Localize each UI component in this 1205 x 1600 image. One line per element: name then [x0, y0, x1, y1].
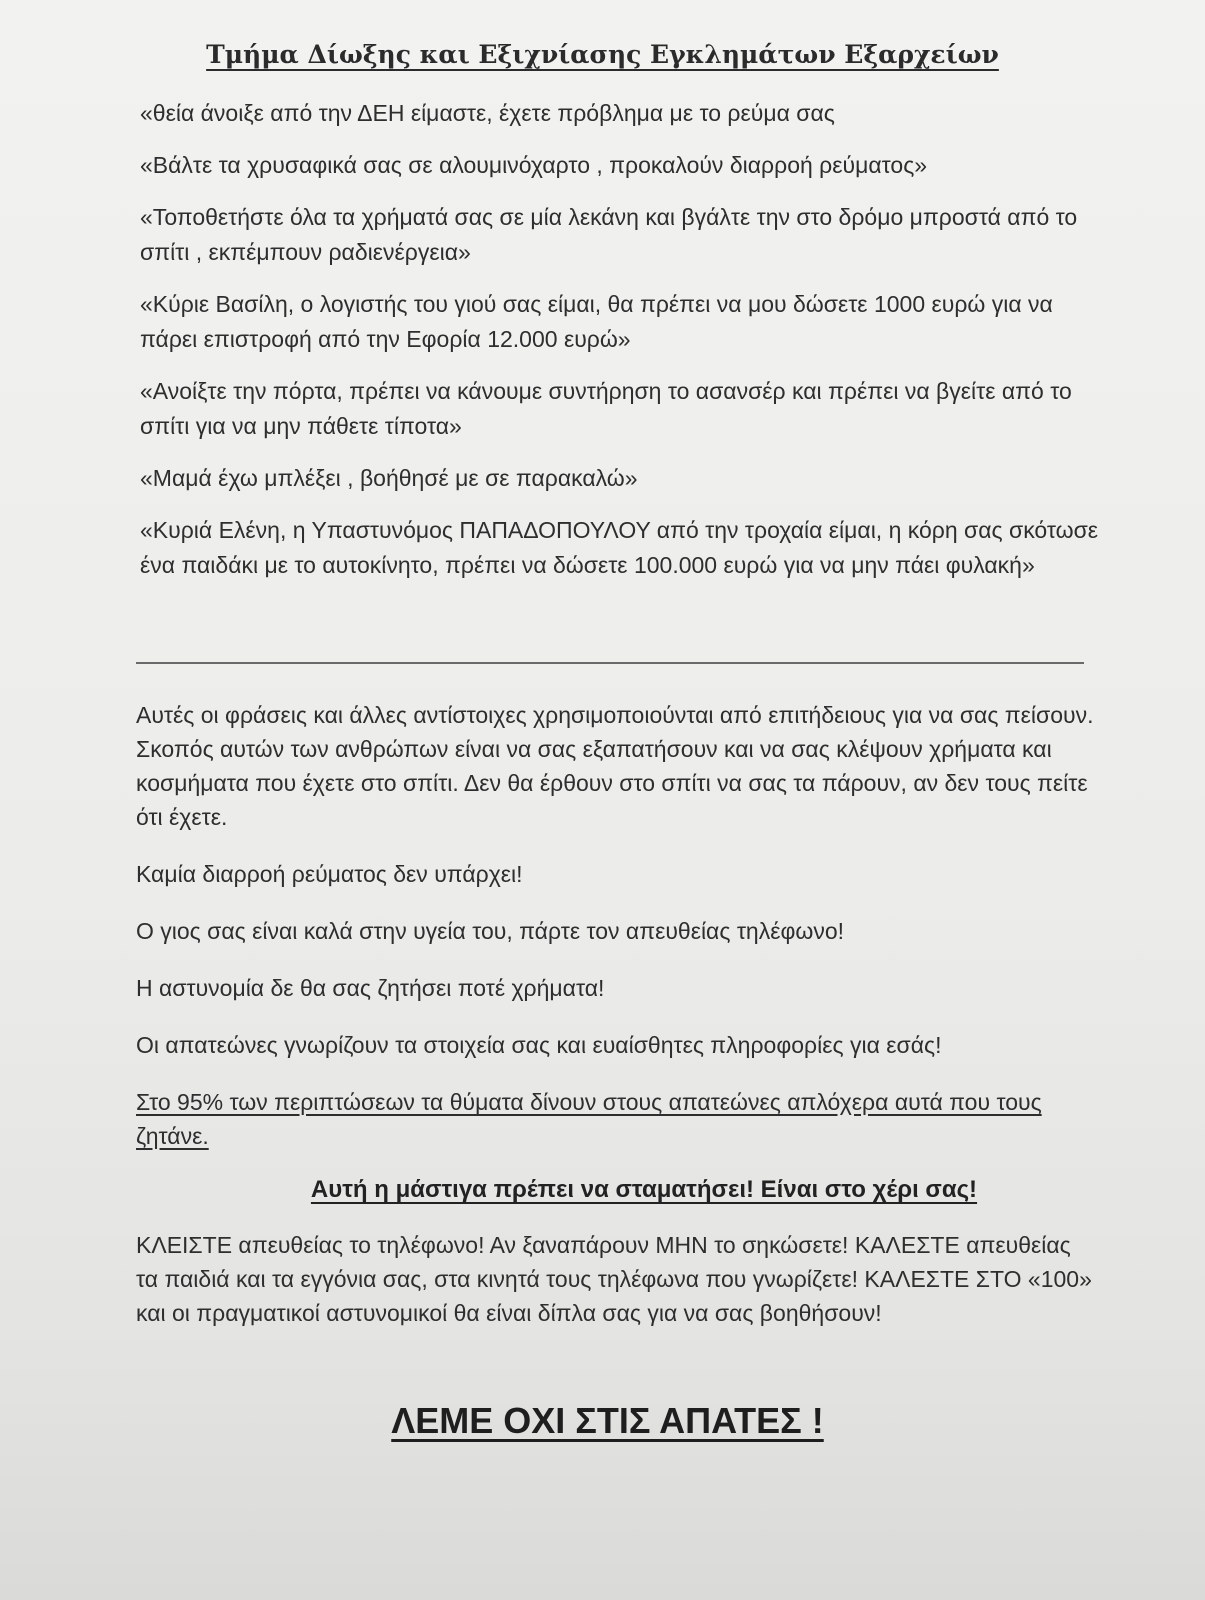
document-title-text: Τμήμα Δίωξης και Εξιχνίασης Εγκλημάτων Εξαρχείων [206, 40, 999, 69]
fact-paragraph: Η αστυνομία δε θα σας ζητήσει ποτέ χρήματα! [136, 975, 605, 1001]
scam-quotes-list [140, 96, 1100, 600]
fact-paragraph: Καμία διαρροή ρεύματος δεν υπάρχει! [136, 861, 523, 887]
closing-slogan [0, 1400, 1205, 1442]
fact-paragraph: Οι απατεώνες γνωρίζουν τα στοιχεία σας και ευαίσθητες πληροφορίες για εσάς! [136, 1032, 942, 1058]
section-divider [136, 662, 1084, 664]
advice-paragraph: ΚΛΕΙΣΤΕ απευθείας το τηλέφωνο! Αν ξαναπάρουν ΜΗΝ το σηκώσετε! ΚΑΛΕΣΤΕ απευθείας τα παιδιά και τα εγγόνια σας, στα κινητά τους τηλέφωνα που γνωρίζετε! ΚΑΛΕΣΤΕ ΣΤΟ «100» και οι πραγματικοί αστυνομικοί θα είναι δίπλα σας για να σας βοηθήσουν! [136, 1232, 1092, 1326]
intro-paragraph: Αυτές οι φράσεις και άλλες αντίστοιχες χρησιμοποιούνται από επιτήδειους για να σας πείσουν. Σκοπός αυτών των ανθρώπων είναι να σας εξαπατήσουν και να σας κλέψουν χρήματα και κοσμήματα που έχετε στο σπίτι. Δεν θα έρθουν στο σπίτι να σας τα πάρουν, αν δεν τους πείτε ότι έχετε. [136, 702, 1094, 830]
closing-slogan-text: ΛΕΜΕ ΟΧΙ ΣΤΙΣ ΑΠΑΤΕΣ ! [391, 1400, 824, 1441]
scam-quote: «Ανοίξτε την πόρτα, πρέπει να κάνουμε συντήρηση το ασανσέρ και πρέπει να βγείτε από το σπίτι για να μην πάθετε τίποτα» [140, 378, 1072, 439]
scam-quote: «Μαμά έχω μπλέξει , βοήθησέ με σε παρακαλώ» [140, 465, 638, 491]
scam-quote: «θεία άνοιξε από την ΔΕΗ είμαστε, έχετε πρόβλημα με το ρεύμα σας [140, 100, 835, 126]
scam-quote: «Τοποθετήστε όλα τα χρήματά σας σε μία λεκάνη και βγάλτε την στο δρόμο μπροστά από το σπίτι , εκπέμπουν ραδιενέργεια» [140, 204, 1078, 265]
scam-quote: «Βάλτε τα χρυσαφικά σας σε αλουμινόχαρτο , προκαλούν διαρροή ρεύματος» [140, 152, 928, 178]
slogan-heading [192, 1176, 1096, 1204]
scam-quote: «Κυριά Ελένη, η Υπαστυνόμος ΠΑΠΑΔΟΠΟΥΛΟΥ από την τροχαία είμαι, η κόρη σας σκότωσε ένα παιδάκι με το αυτοκίνητο, πρέπει να δώσετε 100.000 ευρώ για να μην πάει φυλακή» [140, 517, 1099, 578]
document-title [0, 40, 1205, 69]
scam-quote: «Κύριε Βασίλη, ο λογιστής του γιού σας είμαι, θα πρέπει να μου δώσετε 1000 ευρώ για να πάρει επιστροφή από την Εφορία 12.000 ευρώ» [140, 291, 1053, 352]
warning-body [136, 698, 1096, 1353]
statistic-paragraph: Στο 95% των περιπτώσεων τα θύματα δίνουν στους απατεώνες απλόχερα αυτά που τους ζητάνε. [136, 1089, 1042, 1149]
fact-paragraph: Ο γιος σας είναι καλά στην υγεία του, πάρτε τον απευθείας τηλέφωνο! [136, 918, 845, 944]
slogan-text: Αυτή η μάστιγα πρέπει να σταματήσει! Είναι στο χέρι σας! [310, 1176, 978, 1203]
